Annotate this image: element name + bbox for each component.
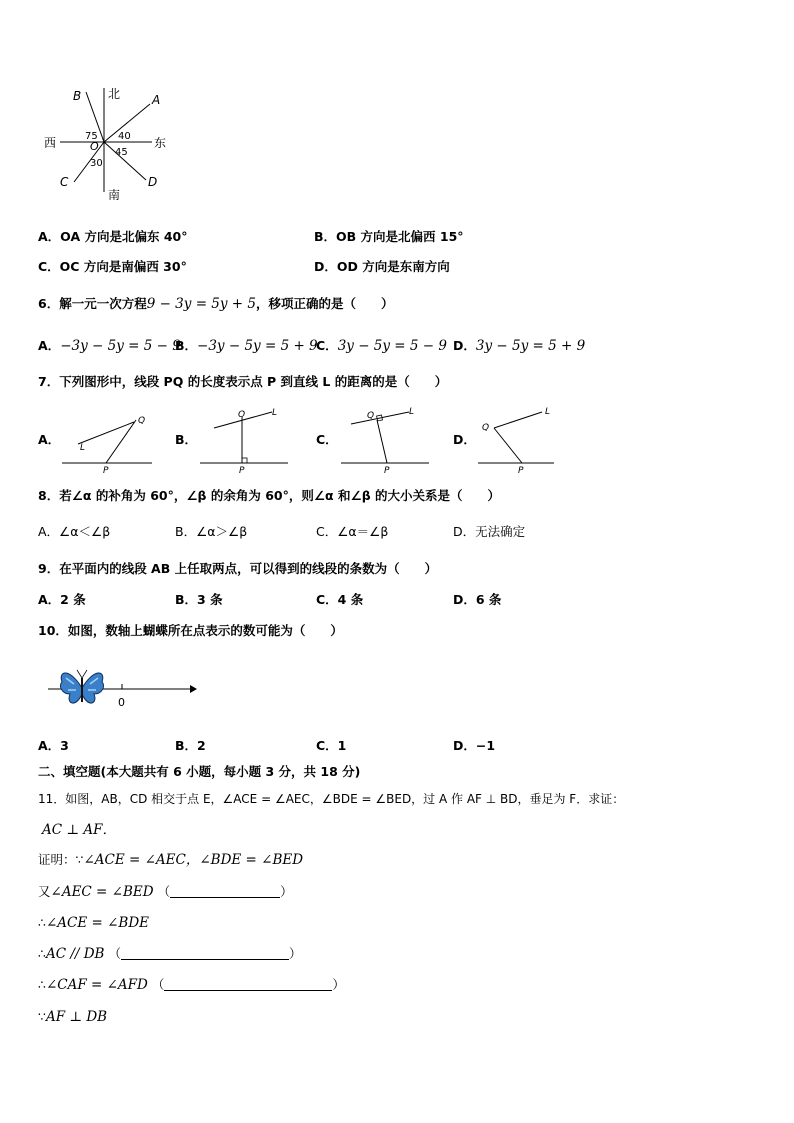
angle-30: 30 [90,158,103,169]
angle-75: 75 [85,131,98,142]
q7-option-d: D． [453,432,476,447]
q5-option-d: D．OD 方向是东南方向 [314,259,450,274]
q6-stem-post: ，移项正确的是（ ） [256,296,394,311]
svg-text:P: P [518,466,524,474]
label-A: A [152,93,161,107]
number-line-figure [40,664,200,714]
butterfly-icon [60,670,103,703]
q8-option-a: A．∠α＜∠β [38,524,111,539]
compass-figure [40,82,180,202]
label-O: O [90,140,99,153]
q10-option-d: D．−1 [453,738,496,753]
svg-text:Q: Q [238,410,246,420]
q11-stem-2: AC ⊥ AF． [42,822,116,838]
section-heading: 二、填空题(本大题共有 6 小题，每小题 3 分，共 18 分) [38,764,361,779]
q10-option-c: C．1 [316,738,347,753]
q11-proof-line-1: 证明：∵∠ACE = ∠AEC，∠BDE = ∠BED [38,852,304,868]
q7-option-c: C． [316,432,338,447]
q5-option-c: C．OC 方向是南偏西 30° [38,259,187,274]
q7-option-b: B． [175,432,198,447]
svg-text:P: P [384,466,390,474]
q7-stem: 7．下列图形中，线段 PQ 的长度表示点 P 到直线 L 的距离的是（ ） [38,374,448,389]
q10-option-b: B．2 [175,738,206,753]
angle-45: 45 [115,147,128,158]
q7-figure-a [58,410,158,474]
q11-proof-line-3: ∴∠ACE = ∠BDE [38,915,150,931]
svg-text:Q: Q [138,416,146,426]
q11-proof-line-5: ∴∠CAF = ∠AFD （ ） [38,977,345,993]
label-south: 南 [108,188,121,202]
q10-stem: 10．如图，数轴上蝴蝶所在点表示的数可能为（ ） [38,623,343,638]
q10-option-a: A．3 [38,738,69,753]
angle-40: 40 [118,131,131,142]
answer-blank-3[interactable] [164,978,332,991]
svg-text:P: P [239,466,245,474]
q7-figure-c [337,404,433,474]
label-C: C [60,175,69,189]
label-east: 东 [154,136,167,150]
q8-option-d: D．无法确定 [453,524,526,539]
q6-equation: 9 − 3y = 5y + 5 [146,296,256,312]
q6-stem-pre: 6．解一元一次方程 [38,296,147,311]
number-line-arrow [190,685,197,693]
svg-text:L: L [272,408,278,418]
q9-stem: 9．在平面内的线段 AB 上任取两点，可以得到的线段的条数为（ ） [38,561,438,576]
label-D: D [148,175,158,189]
svg-text:L: L [409,407,415,417]
label-north: 北 [108,87,121,101]
q7-figure-b [196,406,292,474]
q7-option-a: A． [38,432,61,447]
q6-option-d: D．3y − 5y = 5 + 9 [453,338,586,354]
answer-blank-1[interactable] [170,885,280,898]
svg-text:P: P [103,466,109,474]
label-B: B [73,89,82,103]
q9-option-b: B．3 条 [175,592,223,607]
q9-option-d: D．6 条 [453,592,502,607]
svg-text:L: L [545,407,551,417]
svg-text:L: L [80,443,86,453]
q9-option-a: A．2 条 [38,592,86,607]
q9-option-c: C．4 条 [316,592,364,607]
q5-option-b: B．OB 方向是北偏西 15° [314,229,464,244]
q8-option-b: B．∠α＞∠β [175,524,248,539]
q11-proof-line-2: 又∠AEC = ∠BED （ ） [38,884,293,900]
q6-option-c: C．3y − 5y = 5 − 9 [316,338,447,354]
q8-option-c: C．∠α＝∠β [316,524,389,539]
q5-option-a: A．OA 方向是北偏东 40° [38,229,188,244]
q7-figure-d [474,402,574,474]
q6-option-b: B．−3y − 5y = 5 + 9 [175,338,318,354]
answer-blank-2[interactable] [121,947,289,960]
label-west: 西 [44,136,57,150]
q6-option-a: A．−3y − 5y = 5 − 9 [38,338,181,354]
q6-stem [38,295,394,313]
q11-proof-line-4: ∴AC // DB （ ） [38,946,302,962]
q11-proof-line-6: ∵AF ⊥ DB [38,1009,108,1025]
zero-label: 0 [118,696,125,709]
svg-text:Q: Q [367,411,375,421]
q11-stem: 11．如图，AB，CD 相交于点 E，∠ACE = ∠AEC，∠BDE = ∠BED，过 A 作 AF ⊥ BD，垂足为 F．求证： [38,792,625,806]
q8-stem: 8．若∠α 的补角为 60°，∠β 的余角为 60°，则∠α 和∠β 的大小关系是（ ） [38,488,500,503]
svg-text:Q: Q [482,423,490,433]
